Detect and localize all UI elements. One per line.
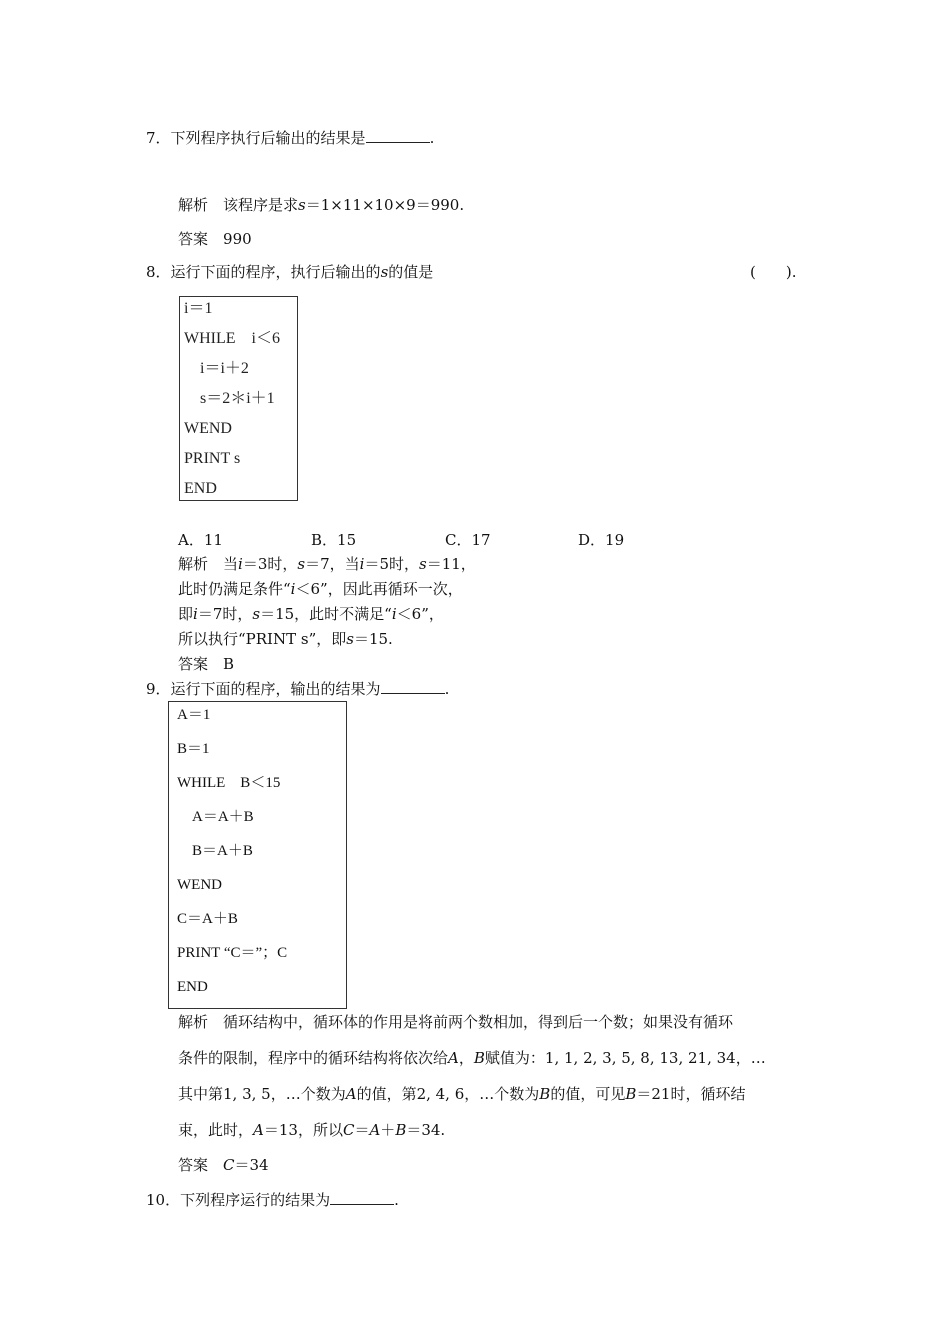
q9-period: . xyxy=(444,680,450,698)
q8-code-line: WHILE i＜6 xyxy=(184,330,280,347)
q8-code-box xyxy=(179,296,298,501)
text: ＝3时， xyxy=(242,555,298,573)
q9-analysis-line-3 xyxy=(178,1084,745,1104)
var-b: B xyxy=(539,1085,551,1103)
q9-answer-var: C xyxy=(223,1156,235,1174)
var-s: s xyxy=(419,555,427,573)
q8-code-line: i＝i＋2 xyxy=(184,360,249,377)
text: ＝15. xyxy=(353,630,393,648)
q7-answer-label: 答案 xyxy=(178,230,209,248)
q7-stem xyxy=(146,128,434,148)
q9-number: 9． xyxy=(146,680,171,698)
q7-analysis-label: 解析 xyxy=(178,196,209,214)
text: ＝5时， xyxy=(364,555,420,573)
q8-analysis-line-2 xyxy=(178,579,463,599)
text: 的值，可见 xyxy=(550,1085,626,1103)
q9-code-line: C＝A＋B xyxy=(177,911,238,927)
q9-analysis-line-2 xyxy=(178,1048,766,1068)
var-i: i xyxy=(193,605,198,623)
q8-analysis-label: 解析 xyxy=(178,555,209,573)
text: 束，此时， xyxy=(178,1121,254,1139)
var-i: i xyxy=(391,605,397,623)
q8-option-b: B．15 xyxy=(311,531,357,549)
q7-number: 7． xyxy=(146,129,171,147)
q9-analysis-line-4 xyxy=(178,1120,445,1140)
text: ＝13，所以 xyxy=(263,1121,343,1139)
text: ＝7，当 xyxy=(305,555,360,573)
q10-answer-blank xyxy=(330,1190,394,1205)
q8-answer xyxy=(178,654,234,674)
var-s: s xyxy=(346,630,354,648)
q8-stem xyxy=(146,262,433,282)
var-b: B xyxy=(473,1049,485,1067)
q7-answer-blank xyxy=(366,128,430,143)
q8-option-a: A．11 xyxy=(178,531,223,549)
q8-analysis-line-3 xyxy=(178,604,444,624)
q9-code-line: WEND xyxy=(177,877,222,893)
text: 循环结构中，循环体的作用是将前两个数相加，得到后一个数；如果没有循环 xyxy=(223,1013,734,1031)
q9-code-line: A＝A＋B xyxy=(177,809,254,825)
q7-analysis-text: 该程序是求 xyxy=(223,196,299,214)
q8-option-d: D．19 xyxy=(578,531,625,549)
q8-code-line: WEND xyxy=(184,420,232,437)
q8-analysis-line-1 xyxy=(178,554,476,574)
q7-analysis-expr: ＝1×11×10×9＝990. xyxy=(305,196,465,214)
var-b: B xyxy=(625,1085,637,1103)
var-a: A xyxy=(369,1121,381,1139)
var-a: A xyxy=(253,1121,264,1139)
q9-code-line: PRINT “C＝”；C xyxy=(177,945,288,961)
var-c: C xyxy=(342,1121,355,1139)
text: ＋ xyxy=(380,1121,396,1139)
text: ＝15，此时不满足“ xyxy=(260,605,392,623)
var-i: i xyxy=(290,580,296,598)
q7-text: 下列程序执行后输出的结果是 xyxy=(170,129,366,147)
q7-answer xyxy=(178,229,252,249)
text: 其中第1, 3, 5，…个数为 xyxy=(178,1085,346,1103)
q9-code-line: WHILE B＜15 xyxy=(177,775,281,791)
q7-analysis-var: s xyxy=(298,196,306,214)
q8-text-before: 运行下面的程序，执行后输出的 xyxy=(170,263,381,281)
q9-answer-value: ＝34 xyxy=(234,1156,269,1174)
q9-analysis-label: 解析 xyxy=(178,1013,209,1031)
text: 当 xyxy=(223,555,239,573)
text: ＝34. xyxy=(406,1121,446,1139)
text: ＝7时， xyxy=(197,605,253,623)
q10-text: 下列程序运行的结果为 xyxy=(180,1191,331,1209)
q8-code-line: END xyxy=(184,480,217,497)
var-a: A xyxy=(345,1085,357,1103)
q10-stem xyxy=(146,1190,399,1210)
text: 赋值为：1, 1, 2, 3, 5, 8, 13, 21, 34，… xyxy=(484,1049,766,1067)
var-s: s xyxy=(297,555,306,573)
q9-code-line: B＝1 xyxy=(177,741,210,757)
q8-answer-label: 答案 xyxy=(178,655,209,673)
text: 此时仍满足条件“ xyxy=(178,580,291,598)
q9-code-line: B＝A＋B xyxy=(177,843,253,859)
var-a: A xyxy=(448,1049,459,1067)
q7-answer-value: 990 xyxy=(223,230,252,248)
q10-number: 10． xyxy=(146,1191,181,1209)
q9-analysis-line-1 xyxy=(178,1012,733,1032)
q8-bracket: ( ). xyxy=(750,263,797,281)
q9-answer-label: 答案 xyxy=(178,1156,209,1174)
q8-code-line: s＝2＊i＋1 xyxy=(184,390,275,407)
q9-stem xyxy=(146,679,449,699)
q9-code-line: A＝1 xyxy=(177,707,211,723)
q8-number: 8． xyxy=(146,263,171,281)
var-s: s xyxy=(252,605,261,623)
text: ＜6”， xyxy=(396,605,444,623)
text: 条件的限制，程序中的循环结构将依次给 xyxy=(178,1049,449,1067)
q9-code-box xyxy=(168,701,347,1009)
q9-text: 运行下面的程序，输出的结果为 xyxy=(170,680,381,698)
q9-answer-blank xyxy=(381,679,445,694)
q8-analysis-line-4 xyxy=(178,629,393,649)
text: ＝ xyxy=(354,1121,370,1139)
q7-analysis xyxy=(178,195,464,215)
q8-code-line: i＝1 xyxy=(184,300,213,317)
text: ， xyxy=(458,1049,474,1067)
text: ＝21时，循环结 xyxy=(636,1085,746,1103)
text: ＜6”，因此再循环一次， xyxy=(295,580,463,598)
q7-period: . xyxy=(429,129,435,147)
var-i: i xyxy=(238,555,243,573)
q8-code-line: PRINT s xyxy=(184,450,241,467)
text: 的值，第2, 4, 6，…个数为 xyxy=(356,1085,540,1103)
text: ＝11， xyxy=(426,555,476,573)
q10-period: . xyxy=(394,1191,399,1209)
var-i: i xyxy=(359,555,365,573)
q8-option-c: C．17 xyxy=(445,531,491,549)
q9-answer xyxy=(178,1155,269,1175)
text: 即 xyxy=(178,605,194,623)
q8-answer-value: B xyxy=(223,655,235,673)
var-b: B xyxy=(395,1121,407,1139)
q8-text-after: 的值是 xyxy=(388,263,434,281)
text: 所以执行“PRINT s”，即 xyxy=(178,630,347,648)
q9-code-line: END xyxy=(177,979,208,995)
q8-var: s xyxy=(380,263,389,281)
